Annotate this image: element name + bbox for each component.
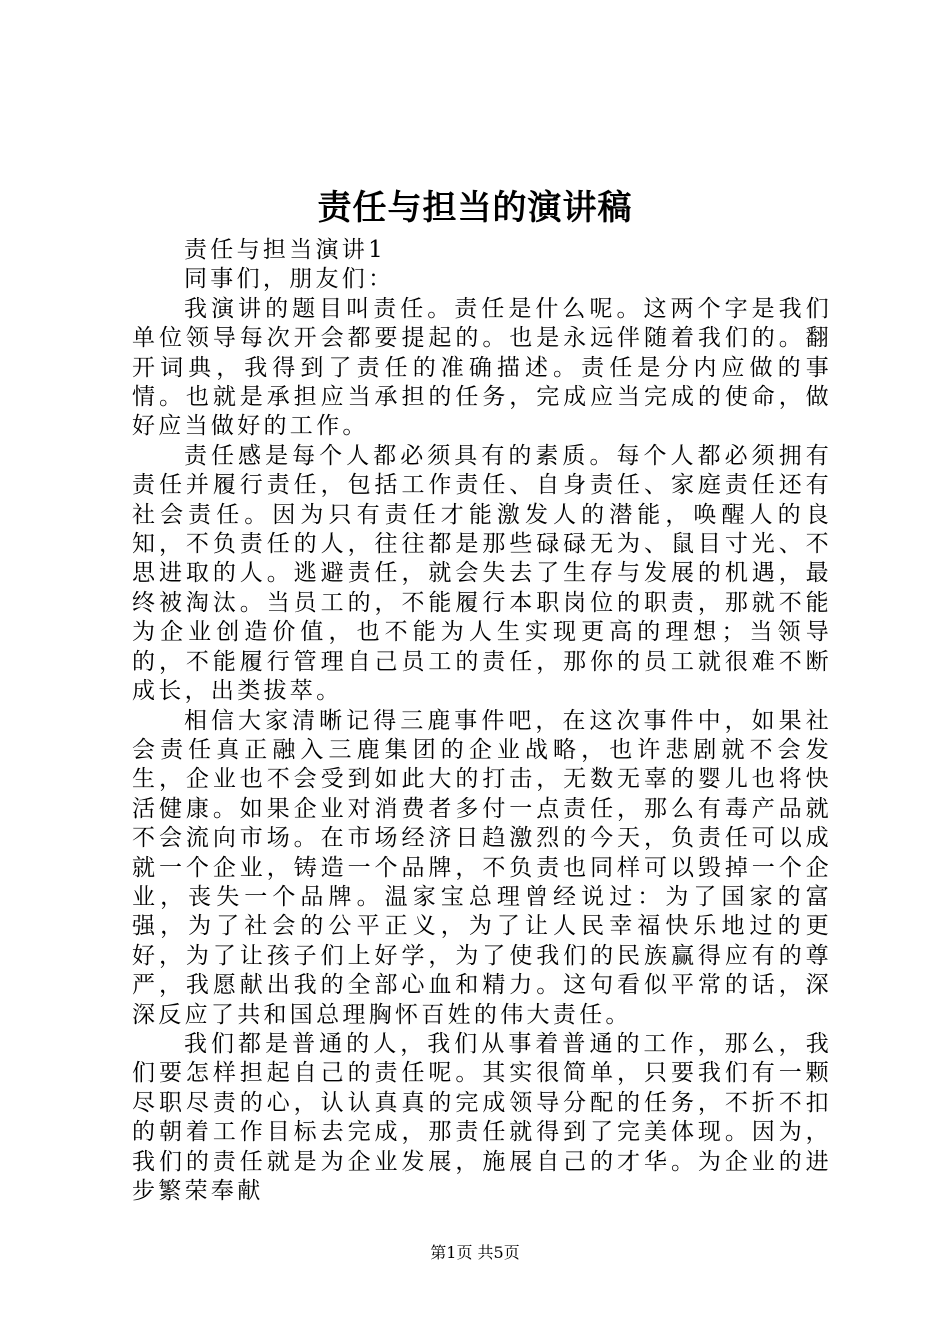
paragraph: 我演讲的题目叫责任。责任是什么呢。这两个字是我们单位领导每次开会都要提起的。也是永远伴随着我们的。翻开词典，我得到了责任的准确描述。责任是分内应做的事情。也就是承担应当承担的任务，完成应当完成的使命，做好应当做好的工作。 <box>132 295 832 440</box>
paragraph-heading: 责任与担当演讲1 <box>184 237 387 263</box>
paragraph: 责任感是每个人都必须具有的素质。每个人都必须拥有责任并履行责任，包括工作责任、自身责任、家庭责任还有社会责任。因为只有责任才能激发人的潜能，唤醒人的良知，不负责任的人，往往都是那些碌碌无为、鼠目寸光、不思进取的人。逃避责任，就会失去了生存与发展的机遇，最终被淘汰。当员工的，不能履行本职岗位的职责，那就不能为企业创造价值，也不能为人生实现更高的理想；当领导的，不能履行管理自己员工的责任，那你的员工就很难不断成长，出类拔萃。 <box>132 442 832 705</box>
page-footer: 第1页 共5页 <box>430 1243 520 1262</box>
paragraph: 我们都是普通的人，我们从事着普通的工作，那么，我们要怎样担起自己的责任呢。其实很简单，只要我们有一颗尽职尽责的心，认认真真的完成领导分配的任务，不折不扣的朝着工作目标去完成，那责任就得到了完美体现。因为，我们的责任就是为企业发展，施展自己的才华。为企业的进步繁荣奉献 <box>132 1030 832 1204</box>
paragraph: 相信大家清晰记得三鹿事件吧，在这次事件中，如果社会责任真正融入三鹿集团的企业战略，也许悲剧就不会发生，企业也不会受到如此大的打击，无数无辜的婴儿也将快活健康。如果企业对消费者多付一点责任，那么有毒产品就不会流向市场。在市场经济日趋激烈的今天，负责任可以成就一个企业，铸造一个品牌，不负责也同样可以毁掉一个企业，丧失一个品牌。温家宝总理曾经说过：为了国家的富强，为了社会的公平正义，为了让人民幸福快乐地过的更好，为了让孩子们上好学，为了使我们的民族赢得应有的尊严，我愿献出我的全部心血和精力。这句看似平常的话，深深反应了共和国总理胸怀百姓的伟大责任。 <box>132 707 832 1028</box>
document-title: 责任与担当的演讲稿 <box>317 188 633 228</box>
paragraph-salutation: 同事们，朋友们： <box>184 266 395 293</box>
document-body <box>132 236 832 1206</box>
